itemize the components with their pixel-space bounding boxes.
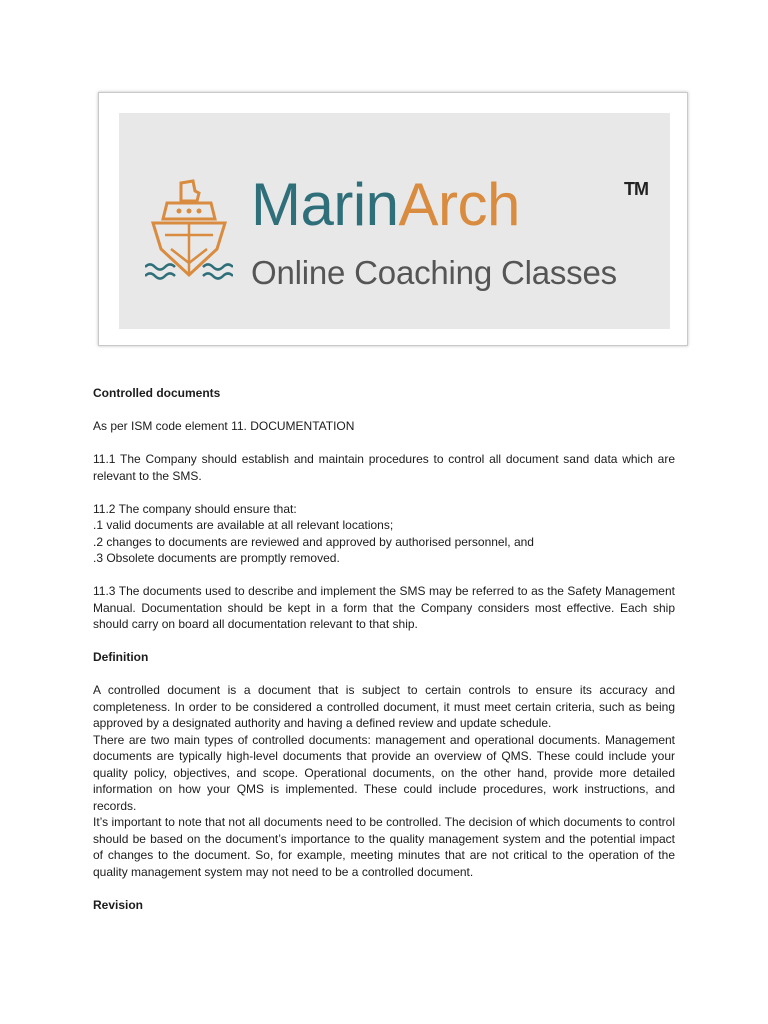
definition-paragraph: It’s important to note that not all documents need to be controlled. The decision of which documents to control should be based on the document’s importance to the quality management system and the potential impact of changes to the document. So, for example, meeting minutes that are not critical to the operation of the quality management system may not need to be a controlled document.: [93, 815, 675, 879]
definition-heading: Definition: [93, 650, 149, 664]
revision-heading: Revision: [93, 897, 144, 912]
document-body: [93, 385, 675, 913]
intro-line: As per ISM code element 11. DOCUMENTATION: [93, 419, 355, 433]
ship-bow-icon: [145, 179, 233, 289]
document-title: Controlled documents: [93, 386, 221, 400]
logo-frame: [98, 92, 688, 346]
definition-paragraph: There are two main types of controlled documents: management and operational documents. Management documents are typically high-level documents that provide an overview of QMS. These could include your quality policy, objectives, and scope. Operational documents, on the other hand, provide more detailed information on how your QMS is implemented. These could include procedures, work instructions, and records.: [93, 732, 675, 813]
trademark-symbol: TM: [624, 179, 648, 199]
clause-11-1: 11.1 The Company should establish and maintain procedures to control all document sand data which are relevant to the SMS.: [93, 452, 675, 483]
clause-11-2-item: .2 changes to documents are reviewed and approved by authorised personnel, and: [93, 534, 534, 549]
brand-name: [251, 171, 520, 238]
brand-tagline: Online Coaching Classes: [251, 254, 617, 291]
brand-name-arch: Arch: [398, 171, 520, 238]
clause-11-2-item: .3 Obsolete documents are promptly removed.: [93, 551, 340, 565]
brand-name-marin: Marin: [251, 171, 399, 238]
clause-11-2-lead: 11.2 The company should ensure that:: [93, 501, 297, 516]
clause-11-3: 11.3 The documents used to describe and implement the SMS may be referred to as the Safety Management Manual. Documentation should be kept in a form that the Company considers most effective. Each ship should carry on board all documentation relevant to that ship.: [93, 584, 675, 631]
clause-11-2-item: .1 valid documents are available at all relevant locations;: [93, 518, 394, 532]
definition-paragraph: A controlled document is a document that is subject to certain controls to ensure its accuracy and completeness. In order to be considered a controlled document, it must meet certain criteria, such as being approved by a designated authority and having a defined review and update schedule.: [93, 683, 675, 730]
logo-panel: [119, 113, 670, 329]
